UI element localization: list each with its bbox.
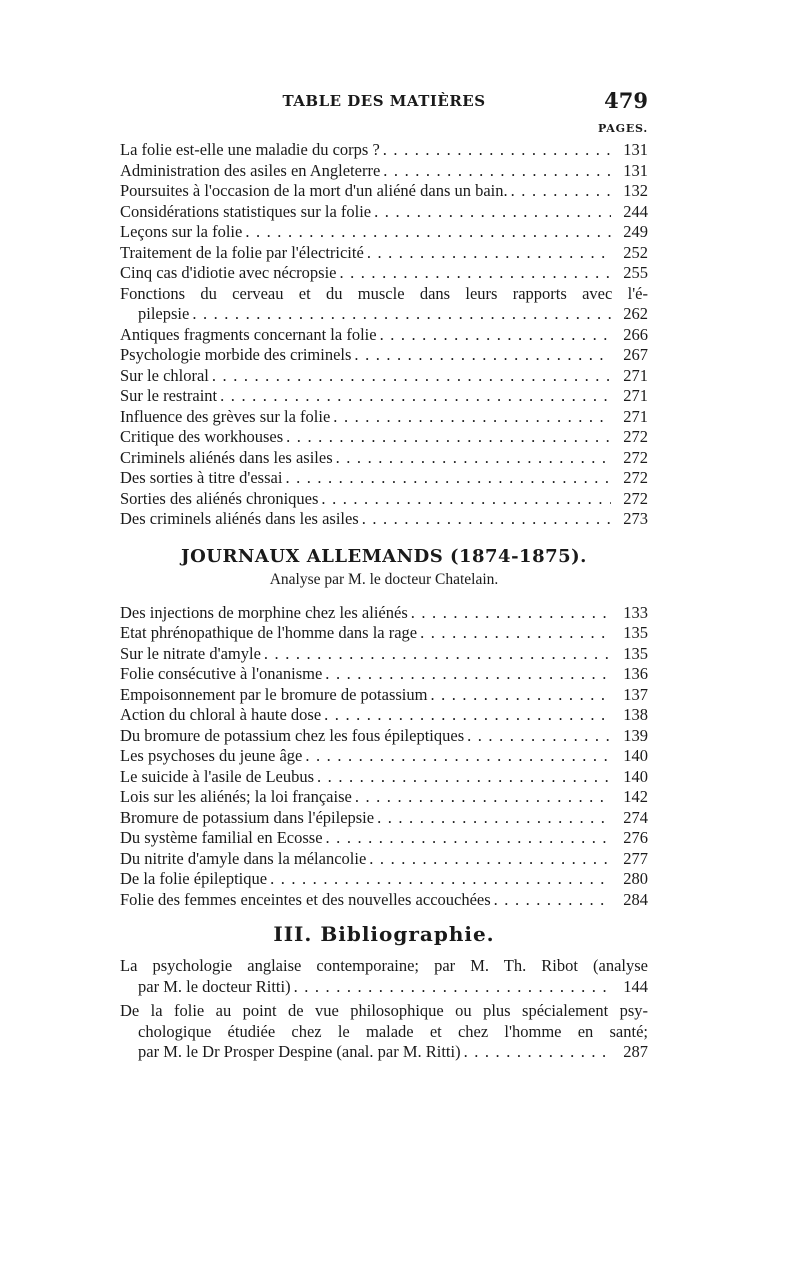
toc-entry	[120, 603, 648, 624]
toc-entry	[120, 746, 648, 767]
section-german-entries	[120, 603, 648, 911]
toc-entry	[120, 284, 648, 325]
entry-title: par M. le Dr Prosper Despine (anal. par M. Ritti)	[138, 1042, 461, 1061]
entry-title-line: Fonctions du cerveau et du muscle dans leurs rapports avec l'é-	[120, 283, 648, 303]
dot-leader	[245, 222, 611, 243]
entry-title: Leçons sur la folie	[120, 222, 243, 241]
toc-entry	[120, 325, 648, 346]
dot-leader	[212, 366, 611, 387]
toc-entry	[120, 705, 648, 726]
toc-entry	[120, 787, 648, 808]
dot-leader	[430, 685, 611, 706]
entry-title: Considérations statistiques sur la folie	[120, 201, 372, 221]
entry-title: Administration des asiles en Angleterre	[120, 160, 381, 180]
entry-title: Poursuites à l'occasion de la mort d'un aliéné dans un bain.	[120, 181, 508, 200]
toc-entry	[120, 644, 648, 665]
dot-leader	[355, 787, 611, 808]
toc-entry	[120, 345, 648, 366]
entry-title: Le suicide à l'asile de Leubus	[120, 766, 315, 786]
entry-page: 266	[623, 324, 648, 344]
entry-title: Critique des workhouses	[120, 427, 284, 446]
dot-leader	[383, 140, 611, 161]
toc-entry	[120, 263, 648, 284]
entry-page: 272	[623, 427, 648, 446]
toc-entry	[120, 140, 648, 161]
dot-leader	[467, 726, 611, 747]
dot-leader	[411, 603, 611, 624]
entry-title: Traitement de la folie par l'électricité	[120, 242, 364, 262]
entry-title: La folie est-elle une maladie du corps ?	[120, 140, 380, 159]
entry-page: 131	[623, 140, 648, 159]
dot-leader	[374, 202, 611, 223]
entry-title: Sur le restraint	[120, 386, 218, 405]
dot-leader	[321, 489, 611, 510]
pages-column-label: PAGES.	[598, 122, 648, 135]
dot-leader	[494, 890, 611, 911]
entry-page: 131	[623, 160, 648, 180]
toc-entry	[120, 202, 648, 223]
dot-leader	[286, 427, 611, 448]
dot-leader	[380, 325, 611, 346]
entry-page: 271	[623, 365, 648, 385]
toc-entry	[120, 828, 648, 849]
toc-entry	[120, 366, 648, 387]
toc-entry	[120, 489, 648, 510]
dot-leader	[367, 243, 611, 264]
toc-entry	[120, 685, 648, 706]
toc-entry	[120, 664, 648, 685]
entry-page: 135	[623, 623, 648, 642]
dot-leader	[326, 828, 611, 849]
entry-title: Sur le chloral	[120, 365, 209, 385]
entry-title: Du bromure de potassium chez les fous épileptiques	[120, 725, 465, 745]
toc-entry	[120, 386, 648, 407]
toc-entry	[120, 509, 648, 530]
entry-title: Du système familial en Ecosse	[120, 828, 323, 847]
entry-title: Folie consécutive à l'onanisme	[120, 664, 323, 683]
entry-title: Des injections de morphine chez les aliénés	[120, 602, 408, 622]
entry-page: 133	[623, 602, 648, 622]
book-page	[120, 88, 648, 1063]
section-subheading: Analyse par M. le docteur Chatelain.	[269, 570, 499, 588]
page-number: 479	[604, 88, 648, 113]
entry-page: 132	[623, 181, 648, 200]
entry-page: 136	[623, 664, 648, 683]
entry-page: 244	[623, 201, 648, 221]
entry-page: 277	[623, 848, 648, 868]
dot-leader	[354, 345, 611, 366]
toc-entry	[120, 1001, 648, 1063]
toc-entry	[120, 869, 648, 890]
entry-title: Du nitrite d'amyle dans la mélancolie	[120, 848, 367, 868]
dot-leader	[377, 808, 611, 829]
dot-leader	[362, 509, 611, 530]
entry-title: Etat phrénopathique de l'homme dans la rage	[120, 623, 418, 642]
toc-entry	[120, 956, 648, 997]
running-head	[120, 88, 648, 118]
entry-page: 135	[623, 643, 648, 663]
entry-title: Criminels aliénés dans les asiles	[120, 447, 333, 467]
entry-page: 255	[623, 263, 648, 282]
entry-title: Lois sur les aliénés; la loi française	[120, 787, 352, 806]
dot-leader	[325, 664, 611, 685]
entry-page: 274	[623, 807, 648, 827]
entry-page: 138	[623, 705, 648, 724]
entry-title: Cinq cas d'idiotie avec nécropsie	[120, 263, 337, 282]
entry-page: 140	[623, 766, 648, 786]
dot-leader	[264, 644, 611, 665]
entry-page: 252	[623, 242, 648, 262]
dot-leader	[420, 623, 611, 644]
entry-page: 287	[623, 1042, 648, 1061]
dot-leader	[324, 705, 611, 726]
toc-entry	[120, 808, 648, 829]
entry-page: 139	[623, 725, 648, 745]
entry-page: 140	[623, 746, 648, 765]
dot-leader	[336, 448, 611, 469]
entry-title: Psychologie morbide des criminels	[120, 345, 352, 364]
entry-page: 276	[623, 828, 648, 847]
entry-title: Action du chloral à haute dose	[120, 705, 322, 724]
entry-page: 271	[623, 406, 648, 426]
section-heading-german-journals: JOURNAUX ALLEMANDS (1874-1875).	[181, 545, 587, 567]
entry-title: pilepsie	[138, 304, 190, 323]
dot-leader	[285, 468, 611, 489]
toc-entry	[120, 849, 648, 870]
section-bibliography-entries	[120, 956, 648, 1063]
entry-page: 249	[623, 222, 648, 241]
entry-title-line: chologique étudiée chez le malade et chez l'homme en santé;	[138, 1021, 648, 1041]
toc-entry	[120, 890, 648, 911]
toc-entry	[120, 448, 648, 469]
dot-leader	[464, 1042, 611, 1063]
entry-title: Bromure de potassium dans l'épilepsie	[120, 807, 375, 827]
entry-title: Les psychoses du jeune âge	[120, 746, 303, 765]
toc-entry	[120, 767, 648, 788]
dot-leader	[339, 263, 611, 284]
entry-page: 272	[623, 447, 648, 467]
dot-leader	[333, 407, 611, 428]
toc-entry	[120, 181, 648, 202]
entry-page: 142	[623, 787, 648, 806]
entry-title: Sur le nitrate d'amyle	[120, 643, 261, 663]
entry-title: De la folie épileptique	[120, 869, 268, 888]
entry-page: 272	[623, 488, 648, 508]
entry-title: Sorties des aliénés chroniques	[120, 488, 319, 508]
entry-title-line: De la folie au point de vue philosophique ou plus spécialement psy-	[120, 1001, 648, 1020]
toc-entry	[120, 623, 648, 644]
toc-entry	[120, 407, 648, 428]
dot-leader	[294, 977, 611, 998]
entry-title: par M. le docteur Ritti)	[138, 976, 291, 996]
dot-leader	[317, 767, 611, 788]
toc-entry	[120, 468, 648, 489]
entry-title: Influence des grèves sur la folie	[120, 406, 331, 426]
dot-leader	[369, 849, 611, 870]
entry-title: Des criminels aliénés dans les asiles	[120, 509, 359, 528]
toc-entry	[120, 161, 648, 182]
entry-page: 280	[623, 869, 648, 888]
dot-leader	[383, 161, 611, 182]
section-english-entries	[120, 140, 648, 530]
entry-page: 144	[623, 976, 648, 996]
entry-title: Des sorties à titre d'essai	[120, 468, 283, 487]
entry-page: 267	[623, 345, 648, 364]
running-title: TABLE DES MATIÈRES	[282, 92, 486, 110]
entry-title: Folie des femmes enceintes et des nouvelles accouchées	[120, 889, 491, 909]
entry-page: 273	[623, 509, 648, 528]
entry-title: Antiques fragments concernant la folie	[120, 324, 377, 344]
dot-leader	[305, 746, 611, 767]
toc-entry	[120, 243, 648, 264]
entry-page: 272	[623, 468, 648, 487]
dot-leader	[192, 304, 611, 325]
toc-entry	[120, 222, 648, 243]
toc-entry	[120, 726, 648, 747]
dot-leader	[270, 869, 611, 890]
entry-page: 137	[623, 684, 648, 704]
dot-leader	[220, 386, 611, 407]
section-heading-bibliography: III. Bibliographie.	[273, 922, 495, 946]
entry-title-line: La psychologie anglaise contemporaine; par M. Th. Ribot (analyse	[120, 956, 648, 975]
entry-title: Empoisonnement par le bromure de potassium	[120, 684, 428, 704]
entry-page: 284	[623, 889, 648, 909]
toc-entry	[120, 427, 648, 448]
entry-page: 262	[623, 304, 648, 323]
entry-page: 271	[623, 386, 648, 405]
dot-leader	[511, 181, 611, 202]
